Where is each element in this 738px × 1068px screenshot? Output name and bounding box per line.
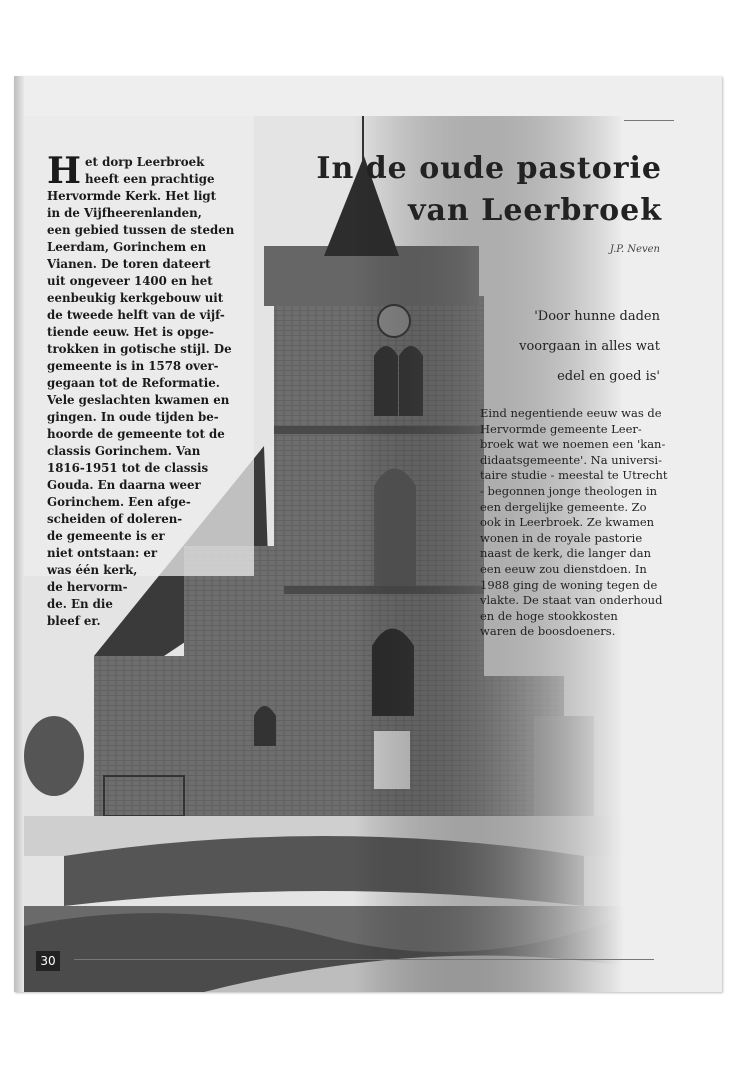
magazine-page [14, 76, 722, 992]
quote-line: voorgaan in alles wat [519, 339, 660, 354]
author-name: J.P. Neven [609, 244, 660, 255]
page-gutter [14, 76, 24, 992]
intro-line: gemeente is in 1578 over- [47, 359, 219, 373]
body-line: Hervormde gemeente Leer- [480, 421, 642, 436]
body-line: een eeuw zou dienstdoen. In [480, 561, 647, 576]
intro-line: niet ontstaan: er [47, 546, 158, 560]
intro-line: de tweede helft van de vijf- [47, 308, 225, 322]
body-line: didaatsgemeente'. Na universi- [480, 452, 662, 467]
intro-line: uit ongeveer 1400 en het [47, 274, 213, 288]
intro-line: eenbeukig kerkgebouw uit [47, 291, 224, 305]
intro-line: classis Gorinchem. Van [47, 444, 201, 458]
intro-line: Leerdam, Gorinchem en [47, 240, 207, 254]
intro-line: heeft een prachtige [85, 172, 215, 186]
intro-line: de hervorm- [47, 580, 128, 594]
intro-line: scheiden of doleren- [47, 512, 183, 526]
intro-line: Vele geslachten kwamen en [47, 393, 230, 407]
intro-line: Vianen. De toren dateert [47, 257, 211, 271]
intro-paragraph [47, 150, 235, 630]
body-line: taire studie - meestal te Utrecht [480, 468, 668, 483]
body-line: ook in Leerbroek. Ze kwamen [480, 515, 655, 530]
body-line: en de hoge stookkosten [480, 608, 618, 623]
bottom-rule [74, 959, 654, 960]
quote-line: 'Door hunne daden [534, 309, 660, 324]
pull-quote [519, 302, 660, 392]
title-line-1: In de oude pastorie [316, 151, 662, 186]
intro-line: 1816-1951 tot de classis [47, 461, 209, 475]
intro-line: gingen. In oude tijden be- [47, 410, 219, 424]
intro-line: Gouda. En daarna weer [47, 478, 201, 492]
body-line: wonen in de royale pastorie [480, 530, 643, 545]
body-line: vlakte. De staat van onderhoud [480, 593, 663, 608]
body-paragraph [480, 406, 668, 640]
intro-line: de. En die [47, 597, 113, 611]
body-line: naast de kerk, die langer dan [480, 546, 652, 561]
body-line: Eind negentiende eeuw was de [480, 406, 662, 420]
intro-line: een gebied tussen de steden [47, 223, 235, 237]
drop-cap: H [47, 150, 82, 192]
intro-line: gegaan tot de Reformatie. [47, 376, 220, 390]
intro-line: in de Vijfheerenlanden, [47, 206, 202, 220]
intro-line: bleef er. [47, 614, 101, 628]
intro-line: tiende eeuw. Het is opge- [47, 325, 214, 339]
intro-line: de gemeente is er [47, 529, 165, 543]
intro-line: Gorinchem. Een afge- [47, 495, 191, 509]
page-number: 30 [36, 951, 60, 971]
body-line: waren de boosdoeners. [480, 624, 616, 639]
intro-line: Hervormde Kerk. Het ligt [47, 189, 217, 203]
intro-line: was één kerk, [47, 563, 138, 577]
body-line: - begonnen jonge theologen in [480, 483, 658, 498]
article-title [316, 148, 662, 232]
body-line: broek wat we noemen een 'kan- [480, 437, 666, 452]
body-line: een dergelijke gemeente. Zo [480, 499, 647, 514]
body-line: 1988 ging de woning tegen de [480, 577, 658, 592]
intro-line: trokken in gotische stijl. De [47, 342, 232, 356]
intro-line: et dorp Leerbroek [85, 155, 205, 169]
quote-line: edel en goed is' [557, 369, 660, 384]
title-line-2: van Leerbroek [408, 193, 662, 228]
intro-line: hoorde de gemeente tot de [47, 427, 225, 441]
